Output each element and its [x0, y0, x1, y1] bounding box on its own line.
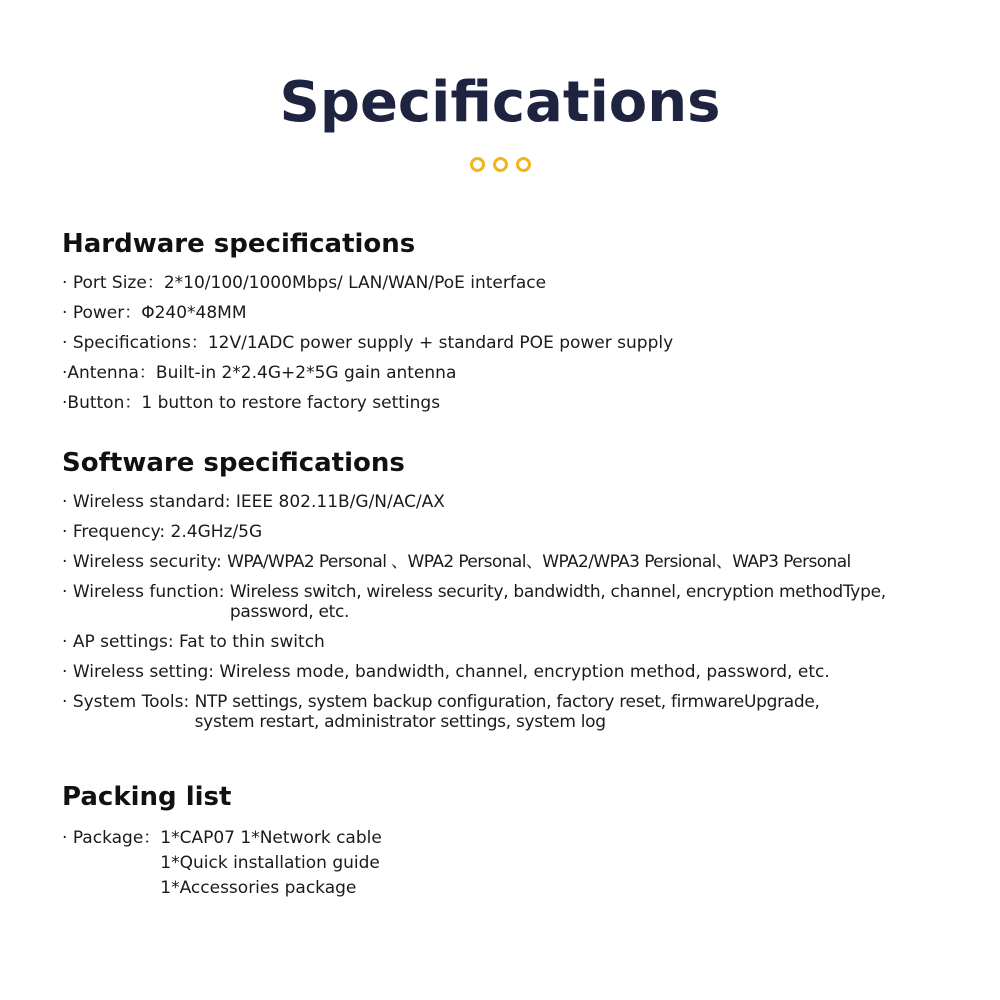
- bullet: ·: [62, 552, 73, 572]
- spec-item: [62, 582, 982, 622]
- spec-value-line: 12V/1ADC power supply + standard POE power supply: [207, 333, 674, 353]
- spec-value-line: Wireless switch, wireless security, bandwidth, channel, encryption methodType,: [229, 582, 886, 602]
- spec-label: AP settings:: [72, 632, 180, 652]
- circle-icon: [493, 157, 508, 172]
- spec-value-line: 1 button to restore factory settings: [141, 393, 441, 413]
- bullet: ·: [62, 303, 73, 323]
- spec-item: [62, 552, 982, 572]
- bullet: ·: [62, 582, 73, 602]
- bullet: ·: [62, 828, 73, 848]
- packing-section: [62, 781, 982, 911]
- bullet: ·: [62, 363, 68, 383]
- bullet: ·: [62, 522, 73, 542]
- spec-value: [230, 582, 886, 622]
- spec-value: [219, 662, 829, 682]
- spec-label: Package：: [72, 828, 161, 848]
- spec-item: [62, 522, 982, 542]
- spec-value-line: 1*CAP07 1*Network cable: [160, 828, 382, 848]
- spec-value: [141, 303, 246, 323]
- spec-label: Wireless standard:: [72, 492, 236, 512]
- spec-label: Port Size：: [72, 273, 164, 293]
- spec-list: [62, 492, 982, 732]
- bullet: ·: [62, 333, 73, 353]
- spec-label: Button：: [67, 393, 142, 413]
- spec-item: [62, 333, 982, 353]
- spec-value-line: Built-in 2*2.4G+2*5G gain antenna: [155, 363, 457, 383]
- spec-label: Antenna：: [67, 363, 156, 383]
- spec-value: [141, 393, 440, 413]
- spec-label: Frequency:: [72, 522, 171, 542]
- bullet: ·: [62, 662, 73, 682]
- section-heading: Packing list: [62, 782, 232, 812]
- spec-value: [179, 632, 325, 652]
- section-heading: Software specifications: [62, 448, 405, 478]
- spec-value-line: system restart, administrator settings, system log: [194, 712, 606, 732]
- spec-value: [236, 492, 445, 512]
- spec-value-line: Wireless mode, bandwidth, channel, encryption method, password, etc.: [219, 662, 830, 682]
- spec-value-line: Φ240*48MM: [141, 303, 247, 323]
- bullet: ·: [62, 692, 73, 712]
- spec-item: [62, 273, 982, 293]
- spec-value: [227, 552, 851, 572]
- circle-icon: [470, 157, 485, 172]
- bullet: ·: [62, 273, 73, 293]
- spec-value: [160, 826, 382, 901]
- section-heading: Hardware specifications: [62, 229, 416, 259]
- spec-label: System Tools:: [72, 692, 195, 712]
- spec-list: [62, 826, 982, 901]
- spec-label: Power：: [72, 303, 142, 323]
- spec-list: [62, 273, 982, 413]
- bullet: ·: [62, 632, 73, 652]
- spec-value-line: NTP settings, system backup configuration, factory reset, firmwareUpgrade,: [194, 692, 820, 712]
- spec-value-line: Fat to thin switch: [179, 632, 325, 652]
- spec-value: [171, 522, 263, 542]
- hardware-section: [62, 228, 982, 423]
- software-section: [62, 447, 982, 742]
- spec-value-line: IEEE 802.11B/G/N/AC/AX: [235, 492, 445, 512]
- spec-value-line: 1*Quick installation guide: [160, 853, 380, 873]
- spec-value-line: password, etc.: [229, 602, 350, 622]
- circle-icon: [516, 157, 531, 172]
- spec-label: Wireless setting:: [72, 662, 220, 682]
- spec-value: [208, 333, 673, 353]
- spec-item: [62, 826, 982, 901]
- bullet: ·: [62, 492, 73, 512]
- spec-value-line: 2.4GHz/5G: [170, 522, 263, 542]
- spec-item: [62, 363, 982, 383]
- spec-value-line: 2*10/100/1000Mbps/ LAN/WAN/PoE interface: [163, 273, 547, 293]
- spec-label: Specifications：: [72, 333, 208, 353]
- spec-item: [62, 632, 982, 652]
- page-title: Specifications: [279, 70, 721, 135]
- decorative-dots: [0, 157, 1000, 172]
- spec-value: [156, 363, 456, 383]
- spec-label: Wireless security:: [72, 552, 228, 572]
- spec-item: [62, 692, 982, 732]
- spec-value-line: WPA/WPA2 Personal 、WPA2 Personal、WPA2/WPA3 Persional、WAP3 Personal: [227, 552, 851, 572]
- spec-value-line: 1*Accessories package: [160, 878, 357, 898]
- spec-label: Wireless function:: [72, 582, 230, 602]
- spec-item: [62, 492, 982, 512]
- spec-item: [62, 393, 982, 413]
- bullet: ·: [62, 393, 68, 413]
- spec-value: [195, 692, 820, 732]
- spec-item: [62, 303, 982, 323]
- spec-item: [62, 662, 982, 682]
- spec-value: [164, 273, 546, 293]
